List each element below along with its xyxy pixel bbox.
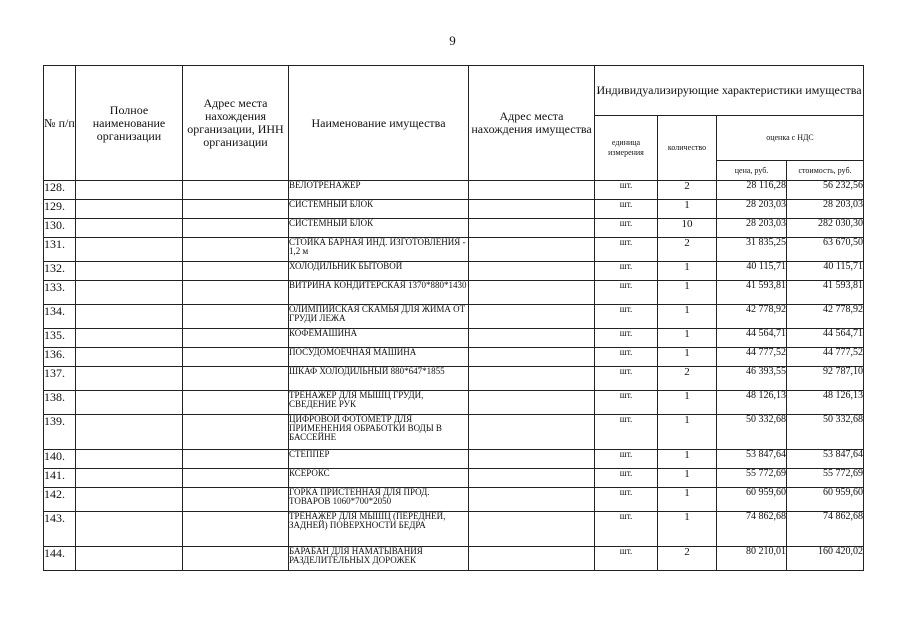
header-unit: единица измерения xyxy=(595,116,658,181)
org-address-cell xyxy=(183,238,289,262)
table-row xyxy=(44,305,864,329)
header-quantity: количество xyxy=(658,116,717,181)
row-number: 140. xyxy=(44,450,76,469)
table-row xyxy=(44,348,864,367)
unit: шт. xyxy=(595,391,658,415)
cost: 41 593,81 xyxy=(787,281,864,305)
quantity: 1 xyxy=(658,281,717,305)
price: 42 778,92 xyxy=(717,305,787,329)
org-name-cell xyxy=(76,488,183,512)
org-name-cell xyxy=(76,547,183,571)
table-row xyxy=(44,329,864,348)
quantity: 10 xyxy=(658,219,717,238)
org-address-cell xyxy=(183,512,289,547)
org-address-cell xyxy=(183,415,289,450)
header-valuation: оценка с НДС xyxy=(717,116,864,161)
quantity: 1 xyxy=(658,329,717,348)
cost: 48 126,13 xyxy=(787,391,864,415)
quantity: 2 xyxy=(658,547,717,571)
org-name-cell xyxy=(76,415,183,450)
org-address-cell xyxy=(183,262,289,281)
unit: шт. xyxy=(595,488,658,512)
org-address-cell xyxy=(183,348,289,367)
unit: шт. xyxy=(595,238,658,262)
quantity: 1 xyxy=(658,262,717,281)
org-address-cell xyxy=(183,200,289,219)
cost: 53 847,64 xyxy=(787,450,864,469)
price: 28 203,03 xyxy=(717,219,787,238)
org-name-cell xyxy=(76,305,183,329)
header-org-address: Адрес места нахождения организации, ИНН организации xyxy=(183,66,289,181)
header-property-address: Адрес места нахождения имущества xyxy=(469,66,595,181)
quantity: 1 xyxy=(658,512,717,547)
cost: 44 564,71 xyxy=(787,329,864,348)
org-name-cell xyxy=(76,367,183,391)
row-number: 129. xyxy=(44,200,76,219)
org-address-cell xyxy=(183,281,289,305)
row-number: 132. xyxy=(44,262,76,281)
org-name-cell xyxy=(76,329,183,348)
org-address-cell xyxy=(183,367,289,391)
price: 46 393,55 xyxy=(717,367,787,391)
property-address-cell xyxy=(469,348,595,367)
org-name-cell xyxy=(76,348,183,367)
cost: 44 777,52 xyxy=(787,348,864,367)
property-name: ХОЛОДИЛЬНИК БЫТОВОЙ xyxy=(289,262,469,281)
unit: шт. xyxy=(595,219,658,238)
table-row xyxy=(44,238,864,262)
row-number: 135. xyxy=(44,329,76,348)
org-name-cell xyxy=(76,200,183,219)
org-address-cell xyxy=(183,391,289,415)
cost: 55 772,69 xyxy=(787,469,864,488)
price: 50 332,68 xyxy=(717,415,787,450)
quantity: 2 xyxy=(658,367,717,391)
property-name: БАРАБАН ДЛЯ НАМАТЫВАНИЯ РАЗДЕЛИТЕЛЬНЫХ ДОРОЖЕК xyxy=(289,547,469,571)
header-characteristics: Индивидуализирующие характеристики имущества xyxy=(595,66,864,116)
org-address-cell xyxy=(183,469,289,488)
property-address-cell xyxy=(469,469,595,488)
org-address-cell xyxy=(183,329,289,348)
org-address-cell xyxy=(183,219,289,238)
quantity: 1 xyxy=(658,469,717,488)
property-name: ШКАФ ХОЛОДИЛЬНЫЙ 880*647*1855 xyxy=(289,367,469,391)
unit: шт. xyxy=(595,512,658,547)
property-name: ЦИФРОВОЙ ФОТОМЕТР ДЛЯ ПРИМЕНЕНИЯ ОБРАБОТКИ ВОДЫ В БАССЕЙНЕ xyxy=(289,415,469,450)
property-name: КОФЕМАШИНА xyxy=(289,329,469,348)
price: 44 777,52 xyxy=(717,348,787,367)
org-name-cell xyxy=(76,469,183,488)
price: 60 959,60 xyxy=(717,488,787,512)
header-cost: стоимость, руб. xyxy=(787,161,864,181)
unit: шт. xyxy=(595,181,658,200)
table-row xyxy=(44,262,864,281)
unit: шт. xyxy=(595,305,658,329)
org-name-cell xyxy=(76,512,183,547)
header-org-name: Полное наименование организации xyxy=(76,66,183,181)
property-address-cell xyxy=(469,329,595,348)
row-number: 138. xyxy=(44,391,76,415)
price: 74 862,68 xyxy=(717,512,787,547)
quantity: 1 xyxy=(658,305,717,329)
price: 28 203,03 xyxy=(717,200,787,219)
org-name-cell xyxy=(76,181,183,200)
property-name: СТОЙКА БАРНАЯ ИНД. ИЗГОТОВЛЕНИЯ - 1,2 м xyxy=(289,238,469,262)
cost: 74 862,68 xyxy=(787,512,864,547)
table-row xyxy=(44,547,864,571)
row-number: 128. xyxy=(44,181,76,200)
property-address-cell xyxy=(469,219,595,238)
quantity: 1 xyxy=(658,200,717,219)
table-row xyxy=(44,181,864,200)
unit: шт. xyxy=(595,547,658,571)
table-body xyxy=(44,181,864,571)
property-address-cell xyxy=(469,305,595,329)
quantity: 2 xyxy=(658,238,717,262)
cost: 60 959,60 xyxy=(787,488,864,512)
cost: 50 332,68 xyxy=(787,415,864,450)
row-number: 131. xyxy=(44,238,76,262)
property-address-cell xyxy=(469,391,595,415)
price: 41 593,81 xyxy=(717,281,787,305)
property-address-cell xyxy=(469,200,595,219)
property-table xyxy=(43,65,864,571)
unit: шт. xyxy=(595,469,658,488)
property-name: СТЕППЕР xyxy=(289,450,469,469)
property-name: ВЕЛОТРЕНАЖЕР xyxy=(289,181,469,200)
quantity: 1 xyxy=(658,450,717,469)
quantity: 1 xyxy=(658,415,717,450)
table-row xyxy=(44,488,864,512)
property-name: ПОСУДОМОЕЧНАЯ МАШИНА xyxy=(289,348,469,367)
table-row xyxy=(44,367,864,391)
quantity: 2 xyxy=(658,181,717,200)
table-row xyxy=(44,450,864,469)
org-name-cell xyxy=(76,238,183,262)
cost: 28 203,03 xyxy=(787,200,864,219)
org-name-cell xyxy=(76,219,183,238)
row-number: 143. xyxy=(44,512,76,547)
property-name: ВИТРИНА КОНДИТЕРСКАЯ 1370*880*1430 xyxy=(289,281,469,305)
property-address-cell xyxy=(469,488,595,512)
table-row xyxy=(44,391,864,415)
property-address-cell xyxy=(469,281,595,305)
row-number: 142. xyxy=(44,488,76,512)
header-property-name: Наименование имущества xyxy=(289,66,469,181)
table-row xyxy=(44,415,864,450)
cost: 92 787,10 xyxy=(787,367,864,391)
row-number: 139. xyxy=(44,415,76,450)
unit: шт. xyxy=(595,262,658,281)
property-name: КСЕРОКС xyxy=(289,469,469,488)
table-row xyxy=(44,219,864,238)
table-row xyxy=(44,469,864,488)
property-address-cell xyxy=(469,450,595,469)
cost: 42 778,92 xyxy=(787,305,864,329)
property-address-cell xyxy=(469,547,595,571)
org-address-cell xyxy=(183,181,289,200)
unit: шт. xyxy=(595,200,658,219)
row-number: 134. xyxy=(44,305,76,329)
table-header xyxy=(44,66,864,181)
unit: шт. xyxy=(595,367,658,391)
property-address-cell xyxy=(469,262,595,281)
property-address-cell xyxy=(469,512,595,547)
property-name: ТРЕНАЖЕР ДЛЯ МЫШЦ (ПЕРЕДНЕЙ, ЗАДНЕЙ) ПОВЕРХНОСТИ БЕДРА xyxy=(289,512,469,547)
org-name-cell xyxy=(76,281,183,305)
page-number: 9 xyxy=(449,33,456,48)
org-address-cell xyxy=(183,547,289,571)
row-number: 141. xyxy=(44,469,76,488)
unit: шт. xyxy=(595,450,658,469)
table-row xyxy=(44,200,864,219)
org-address-cell xyxy=(183,450,289,469)
property-name: ТРЕНАЖЕР ДЛЯ МЫШЦ ГРУДИ, СВЕДЕНИЕ РУК xyxy=(289,391,469,415)
property-name: ОЛИМПИЙСКАЯ СКАМЬЯ ДЛЯ ЖИМА ОТ ГРУДИ ЛЕЖА xyxy=(289,305,469,329)
price: 48 126,13 xyxy=(717,391,787,415)
price: 53 847,64 xyxy=(717,450,787,469)
unit: шт. xyxy=(595,281,658,305)
table-row xyxy=(44,281,864,305)
property-address-cell xyxy=(469,181,595,200)
price: 80 210,01 xyxy=(717,547,787,571)
org-name-cell xyxy=(76,391,183,415)
quantity: 1 xyxy=(658,348,717,367)
header-num: № п/п xyxy=(44,66,76,181)
cost: 282 030,30 xyxy=(787,219,864,238)
property-address-cell xyxy=(469,415,595,450)
row-number: 136. xyxy=(44,348,76,367)
org-name-cell xyxy=(76,450,183,469)
property-name: СИСТЕМНЫЙ БЛОК xyxy=(289,200,469,219)
row-number: 144. xyxy=(44,547,76,571)
row-number: 130. xyxy=(44,219,76,238)
unit: шт. xyxy=(595,329,658,348)
property-address-cell xyxy=(469,367,595,391)
price: 28 116,28 xyxy=(717,181,787,200)
cost: 40 115,71 xyxy=(787,262,864,281)
unit: шт. xyxy=(595,348,658,367)
row-number: 133. xyxy=(44,281,76,305)
cost: 160 420,02 xyxy=(787,547,864,571)
cost: 63 670,50 xyxy=(787,238,864,262)
header-price: цена, руб. xyxy=(717,161,787,181)
price: 55 772,69 xyxy=(717,469,787,488)
quantity: 1 xyxy=(658,488,717,512)
price: 44 564,71 xyxy=(717,329,787,348)
org-address-cell xyxy=(183,305,289,329)
org-address-cell xyxy=(183,488,289,512)
price: 31 835,25 xyxy=(717,238,787,262)
quantity: 1 xyxy=(658,391,717,415)
row-number: 137. xyxy=(44,367,76,391)
property-name: СИСТЕМНЫЙ БЛОК xyxy=(289,219,469,238)
org-name-cell xyxy=(76,262,183,281)
property-address-cell xyxy=(469,238,595,262)
cost: 56 232,56 xyxy=(787,181,864,200)
table-row xyxy=(44,512,864,547)
unit: шт. xyxy=(595,415,658,450)
price: 40 115,71 xyxy=(717,262,787,281)
property-name: ГОРКА ПРИСТЕННАЯ ДЛЯ ПРОД. ТОВАРОВ 1060*700*2050 xyxy=(289,488,469,512)
